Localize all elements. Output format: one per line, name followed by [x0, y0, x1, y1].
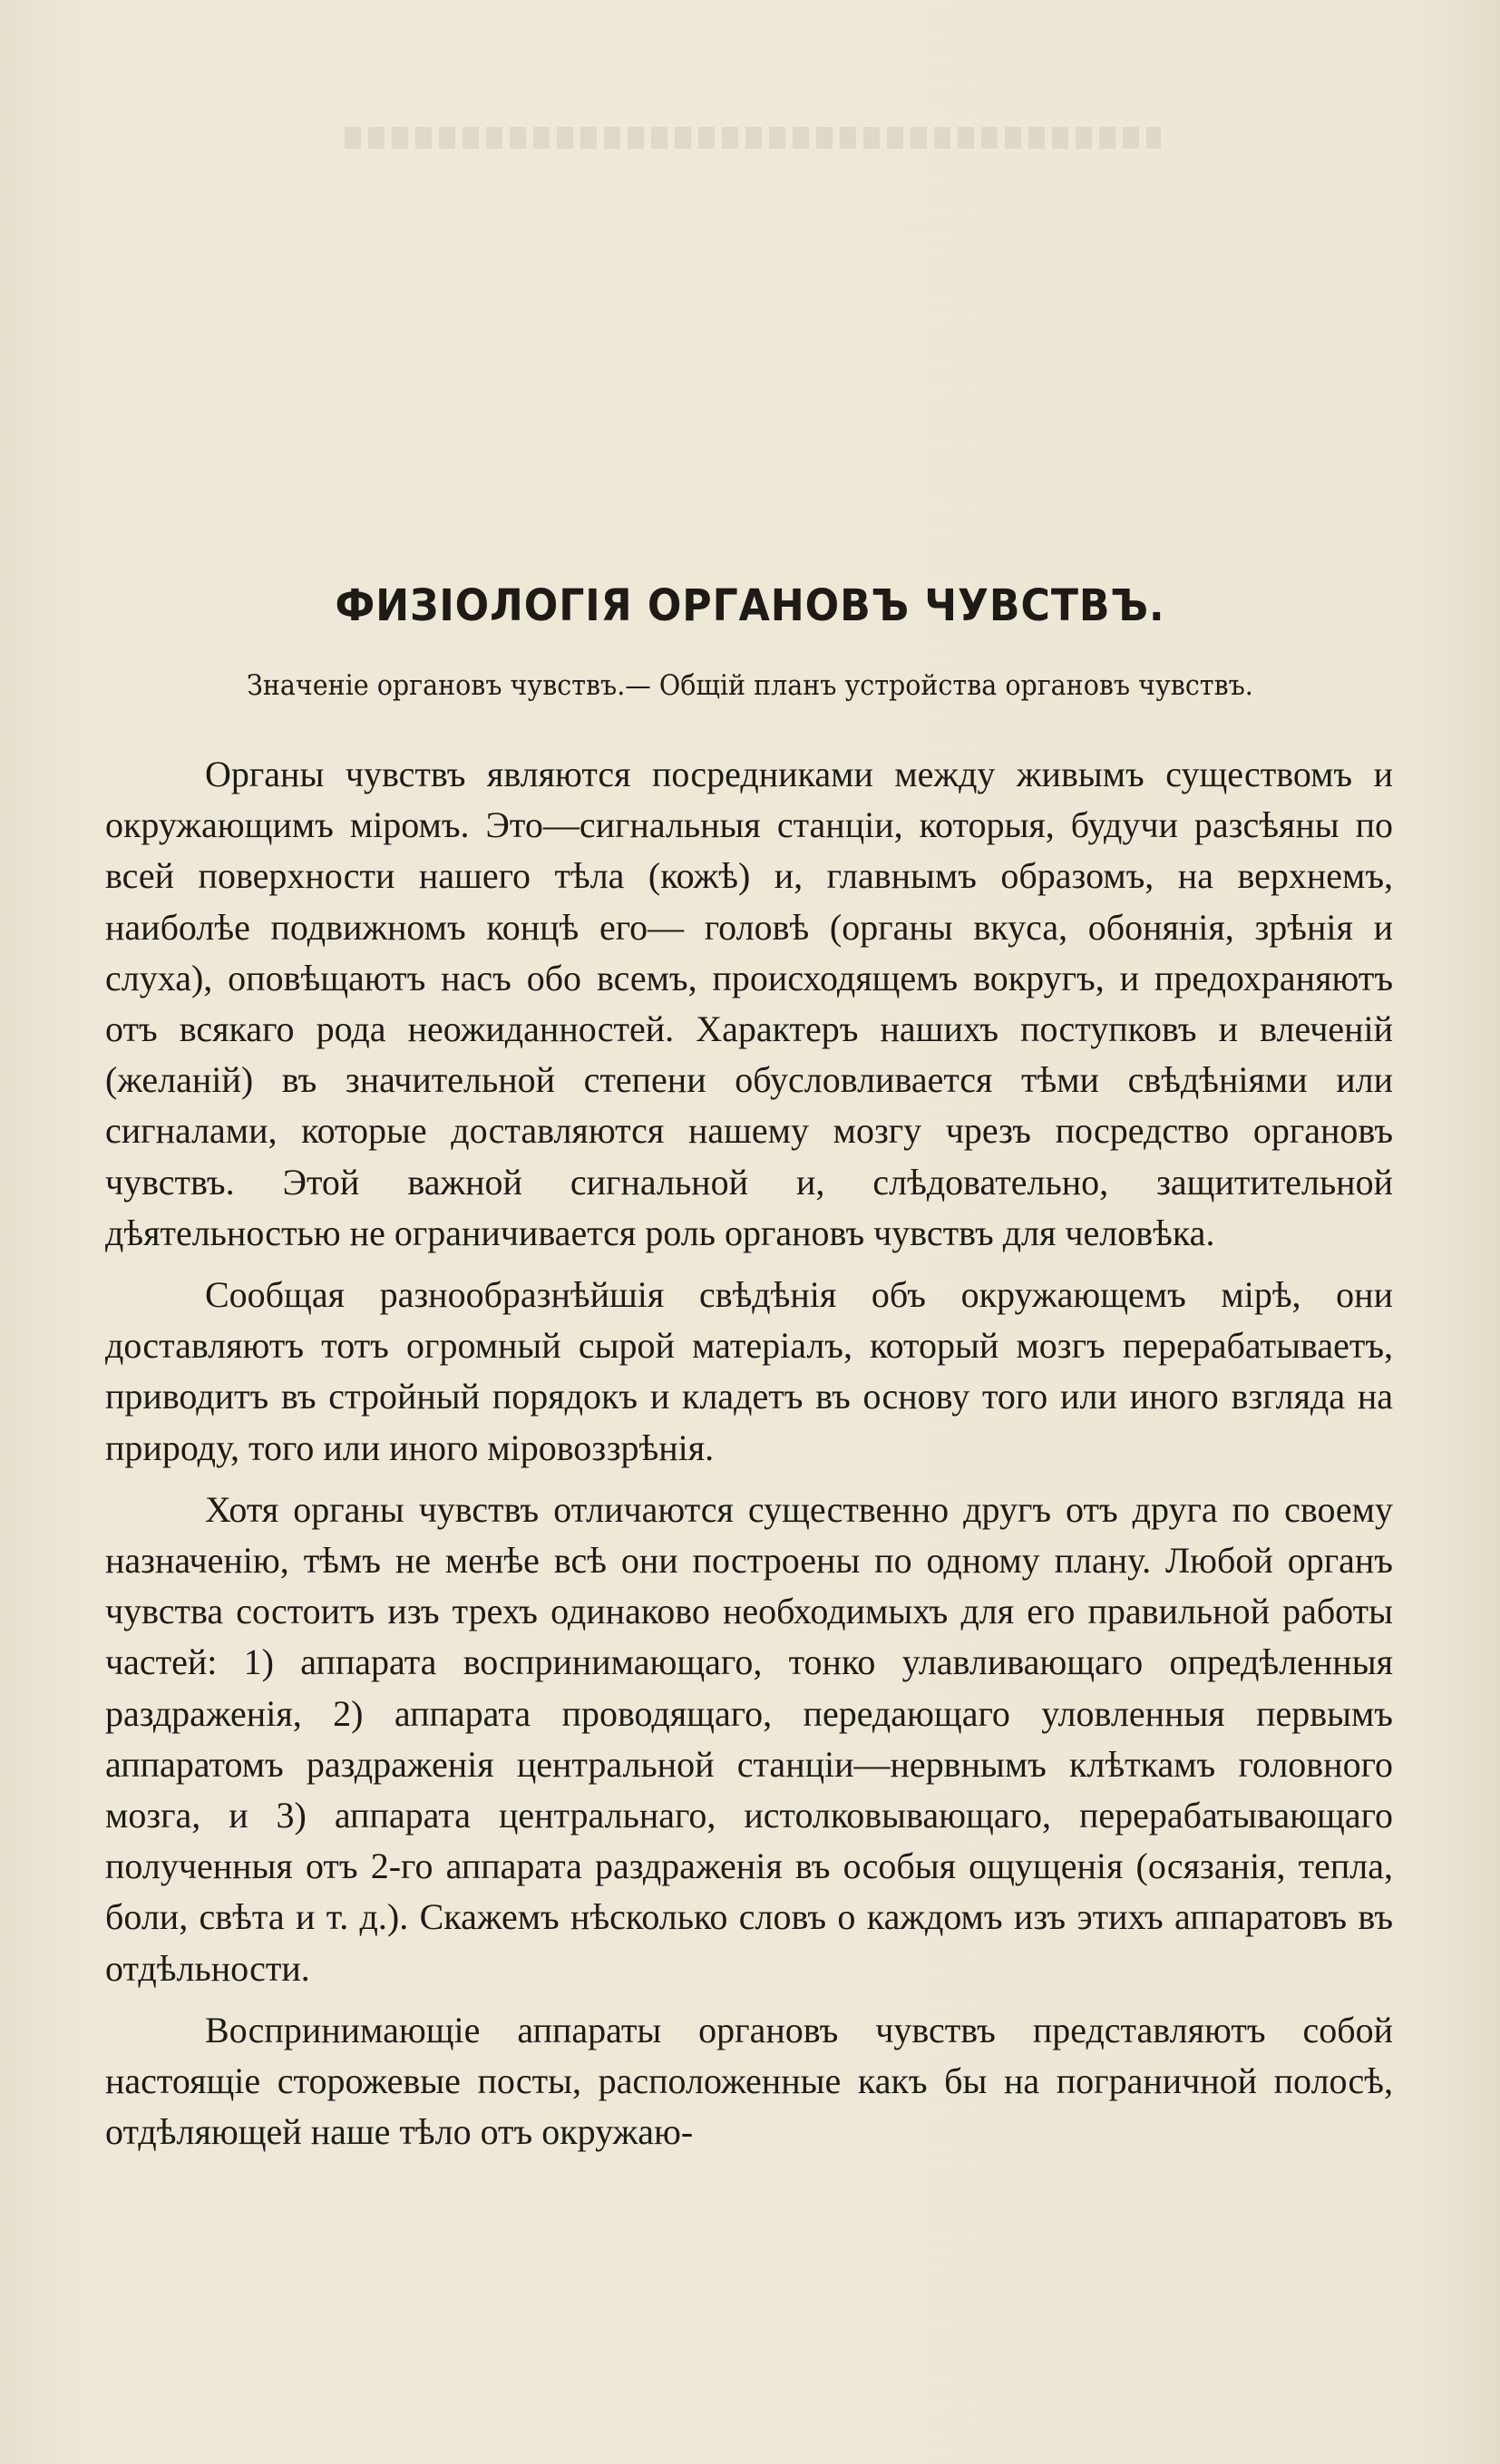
- show-through-running-head: [345, 127, 1161, 149]
- chapter-subtitle: Значеніе органовъ чувствъ.— Общій планъ устройства органовъ чувствъ.: [247, 669, 1253, 702]
- body-text: [105, 749, 1393, 2157]
- paragraph: Воспринимающіе аппараты органовъ чувствъ представляютъ собой настоящіе сторожевые посты, расположенные какъ бы на пограничной полосѣ, отдѣляющей наше тѣло отъ окружаю-: [105, 2009, 1393, 2153]
- paragraph: Органы чувствъ являются посредниками между живымъ существомъ и окружающимъ міромъ. Это—сигнальныя станціи, которыя, будучи разсѣяны по всей поверхности нашего тѣла (кожѣ) и, главнымъ образомъ, на верхнемъ, наиболѣе подвижномъ концѣ его— головѣ (органы вкуса, обонянія, зрѣнія и слуха), оповѣщаютъ насъ обо всемъ, происходящемъ вокругъ, и предохраняютъ отъ всякаго рода неожиданностей. Характеръ нашихъ поступковъ и влеченій (желаній) въ значительной степени обусловливается тѣми свѣдѣніями или сигналами, которые доставляются нашему мозгу чрезъ посредство органовъ чувствъ. Этой важной сигнальной и, слѣдовательно, защитительной дѣятельностью не ограничивается роль органовъ чувствъ для человѣка.: [105, 754, 1393, 1253]
- chapter-title: ФИЗІОЛОГІЯ ОРГАНОВЪ ЧУВСТВЪ.: [335, 580, 1165, 631]
- paragraph: Сообщая разнообразнѣйшія свѣдѣнія объ окружающемъ мірѣ, они доставляютъ тотъ огромный сырой матеріалъ, который мозгъ перерабатываетъ, приводитъ въ стройный порядокъ и кладетъ въ основу того или иного взгляда на природу, того или иного міровоззрѣнія.: [105, 1274, 1393, 1468]
- paragraph: Хотя органы чувствъ отличаются существенно другъ отъ друга по своему назначенію, тѣмъ не менѣе всѣ они построены по одному плану. Любой органъ чувства состоитъ изъ трехъ одинаково необходимыхъ для его правильной работы частей: 1) аппарата воспринимающаго, тонко улавливающаго опредѣленныя раздраженія, 2) аппарата проводящаго, передающаго уловленныя первымъ аппаратомъ раздраженія центральной станціи—нервнымъ клѣткамъ головного мозга, и 3) аппарата центральнаго, истолковывающаго, перерабатывающаго полученныя отъ 2-го аппарата раздраженія въ особыя ощущенія (осязанія, тепла, боли, свѣта и т. д.). Скажемъ нѣсколько словъ о каждомъ изъ этихъ аппаратовъ въ отдѣльности.: [105, 1488, 1393, 1989]
